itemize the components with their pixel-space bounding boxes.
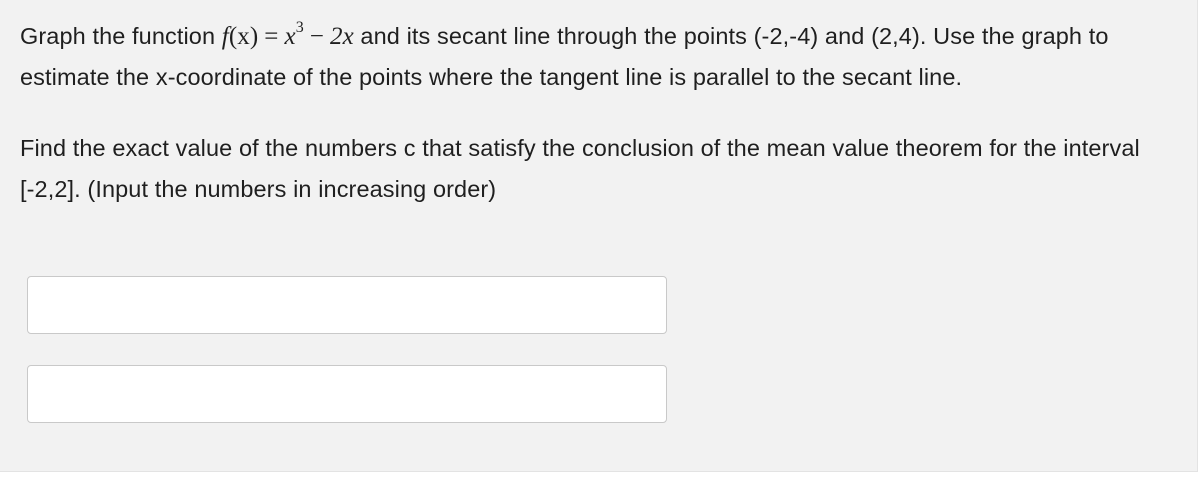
function-argument: (x) [228,23,259,50]
equals-sign: = [264,23,279,50]
minus-sign: − [309,23,324,50]
answer-input-1[interactable] [27,276,667,334]
function-name: f [221,23,229,50]
question-intro: Graph the function [20,23,222,49]
question-rest: and its secant line through the points (-2,-4) and (2,4). Use the graph to estimate the x-coordinate of the points where the tangent line is parallel to the secant line. [20,23,1109,90]
question-paragraph-2: Find the exact value of the numbers c that satisfy the conclusion of the mean value theorem for the interval [-2,2]. (Input the numbers in increasing order) [20,135,1140,202]
question-paragraph-1 [20,16,1185,98]
linear-term: 2x [330,23,354,50]
exponent: 3 [295,18,304,36]
variable-x: x [284,23,296,50]
answer-input-2[interactable] [27,365,667,423]
function-expression [221,18,354,50]
question-text [20,16,1185,210]
